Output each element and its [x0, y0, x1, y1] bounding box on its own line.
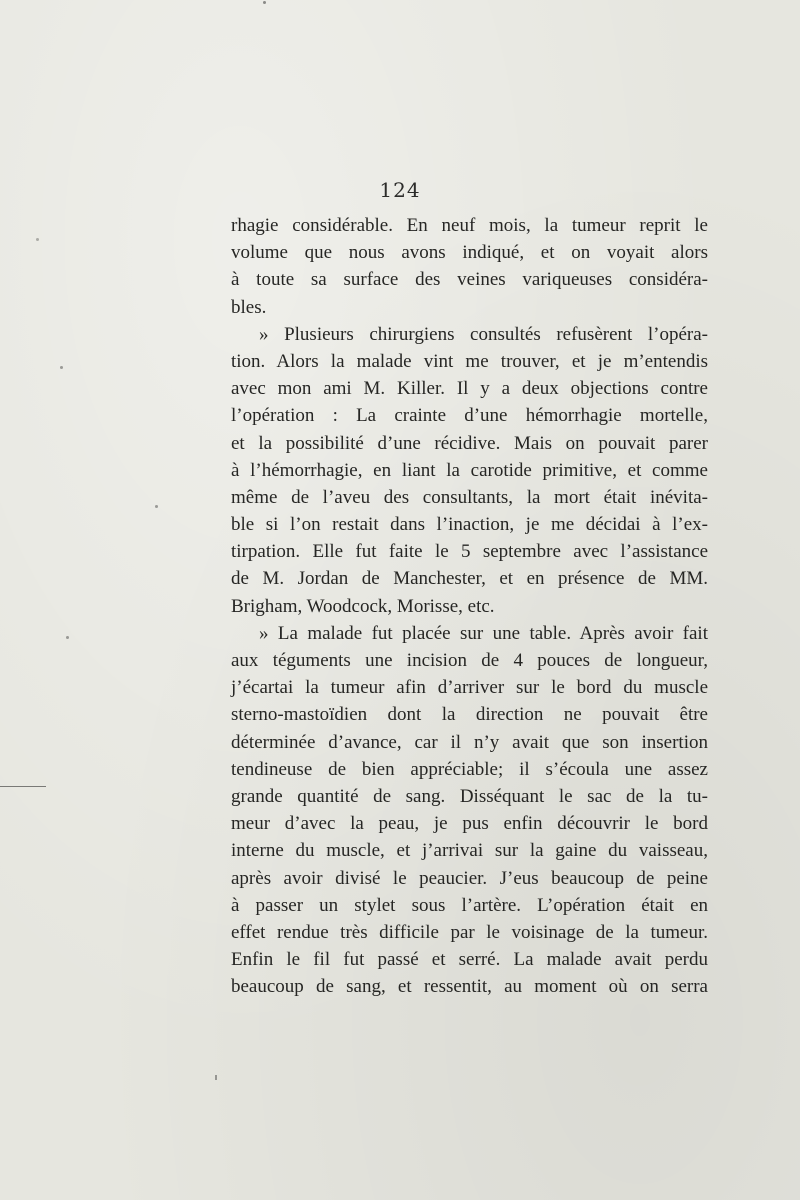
text-line: » La malade fut placée sur une table. Après avoir fait [259, 622, 708, 644]
text-line: Enfin le fil fut passé et serré. La malade avait perdu [231, 949, 708, 971]
text-line: bles. [231, 296, 267, 318]
text-line: et la possibilité d’une récidive. Mais on pouvait parer [231, 432, 708, 454]
text-line: » Plusieurs chirurgiens consultés refusèrent l’opéra- [259, 323, 708, 345]
body-text [231, 212, 708, 1000]
text-line: avec mon ami M. Killer. Il y a deux objections contre [231, 378, 708, 400]
text-line: sterno-mastoïdien dont la direction ne pouvait être [231, 704, 708, 726]
text-line: à toute sa surface des veines variqueuses considéra- [231, 269, 708, 291]
text-line: l’opération : La crainte d’une hémorrhagie mortelle, [231, 405, 708, 427]
text-line: beaucoup de sang, et ressentit, au moment où on serra [231, 976, 708, 998]
text-line: meur d’avec la peau, je pus enfin découvrir le bord [231, 813, 708, 835]
margin-line [0, 786, 46, 787]
text-line: ble si l’on restait dans l’inaction, je me décidai à l’ex- [231, 514, 708, 536]
page-number: 124 [379, 178, 421, 202]
text-line: tirpation. Elle fut faite le 5 septembre avec l’assistance [231, 541, 708, 563]
paper-speck [215, 1075, 217, 1080]
paper-speck [263, 1, 266, 4]
text-line: déterminée d’avance, car il n’y avait que son insertion [231, 731, 708, 753]
paper-speck [60, 366, 63, 369]
text-line: tendineuse de bien appréciable; il s’écoula une assez [231, 758, 708, 780]
text-line: à l’hémorrhagie, en liant la carotide primitive, et comme [231, 459, 708, 481]
text-line: grande quantité de sang. Disséquant le sac de la tu- [231, 785, 708, 807]
text-line: après avoir divisé le peaucier. J’eus beaucoup de peine [231, 867, 708, 889]
text-line: j’écartai la tumeur afin d’arriver sur le bord du muscle [231, 677, 708, 699]
text-line: rhagie considérable. En neuf mois, la tumeur reprit le [231, 215, 708, 236]
text-line: de M. Jordan de Manchester, et en présence de MM. [231, 568, 708, 590]
text-line: même de l’aveu des consultants, la mort était inévita- [231, 486, 708, 508]
paper-speck [155, 505, 158, 508]
text-line: volume que nous avons indiqué, et on voyait alors [231, 242, 708, 264]
text-line: interne du muscle, et j’arrivai sur la gaine du vaisseau, [231, 840, 708, 862]
text-line: à passer un stylet sous l’artère. L’opération était en [231, 894, 708, 916]
text-line: tion. Alors la malade vint me trouver, et je m’entendis [231, 350, 708, 372]
text-line: Brigham, Woodcock, Morisse, etc. [231, 595, 495, 617]
paper-speck [36, 238, 39, 241]
text-line: effet rendue très difficile par le voisinage de la tumeur. [231, 921, 708, 943]
text-line: aux téguments une incision de 4 pouces de longueur, [231, 650, 708, 671]
paper-speck [66, 636, 69, 639]
